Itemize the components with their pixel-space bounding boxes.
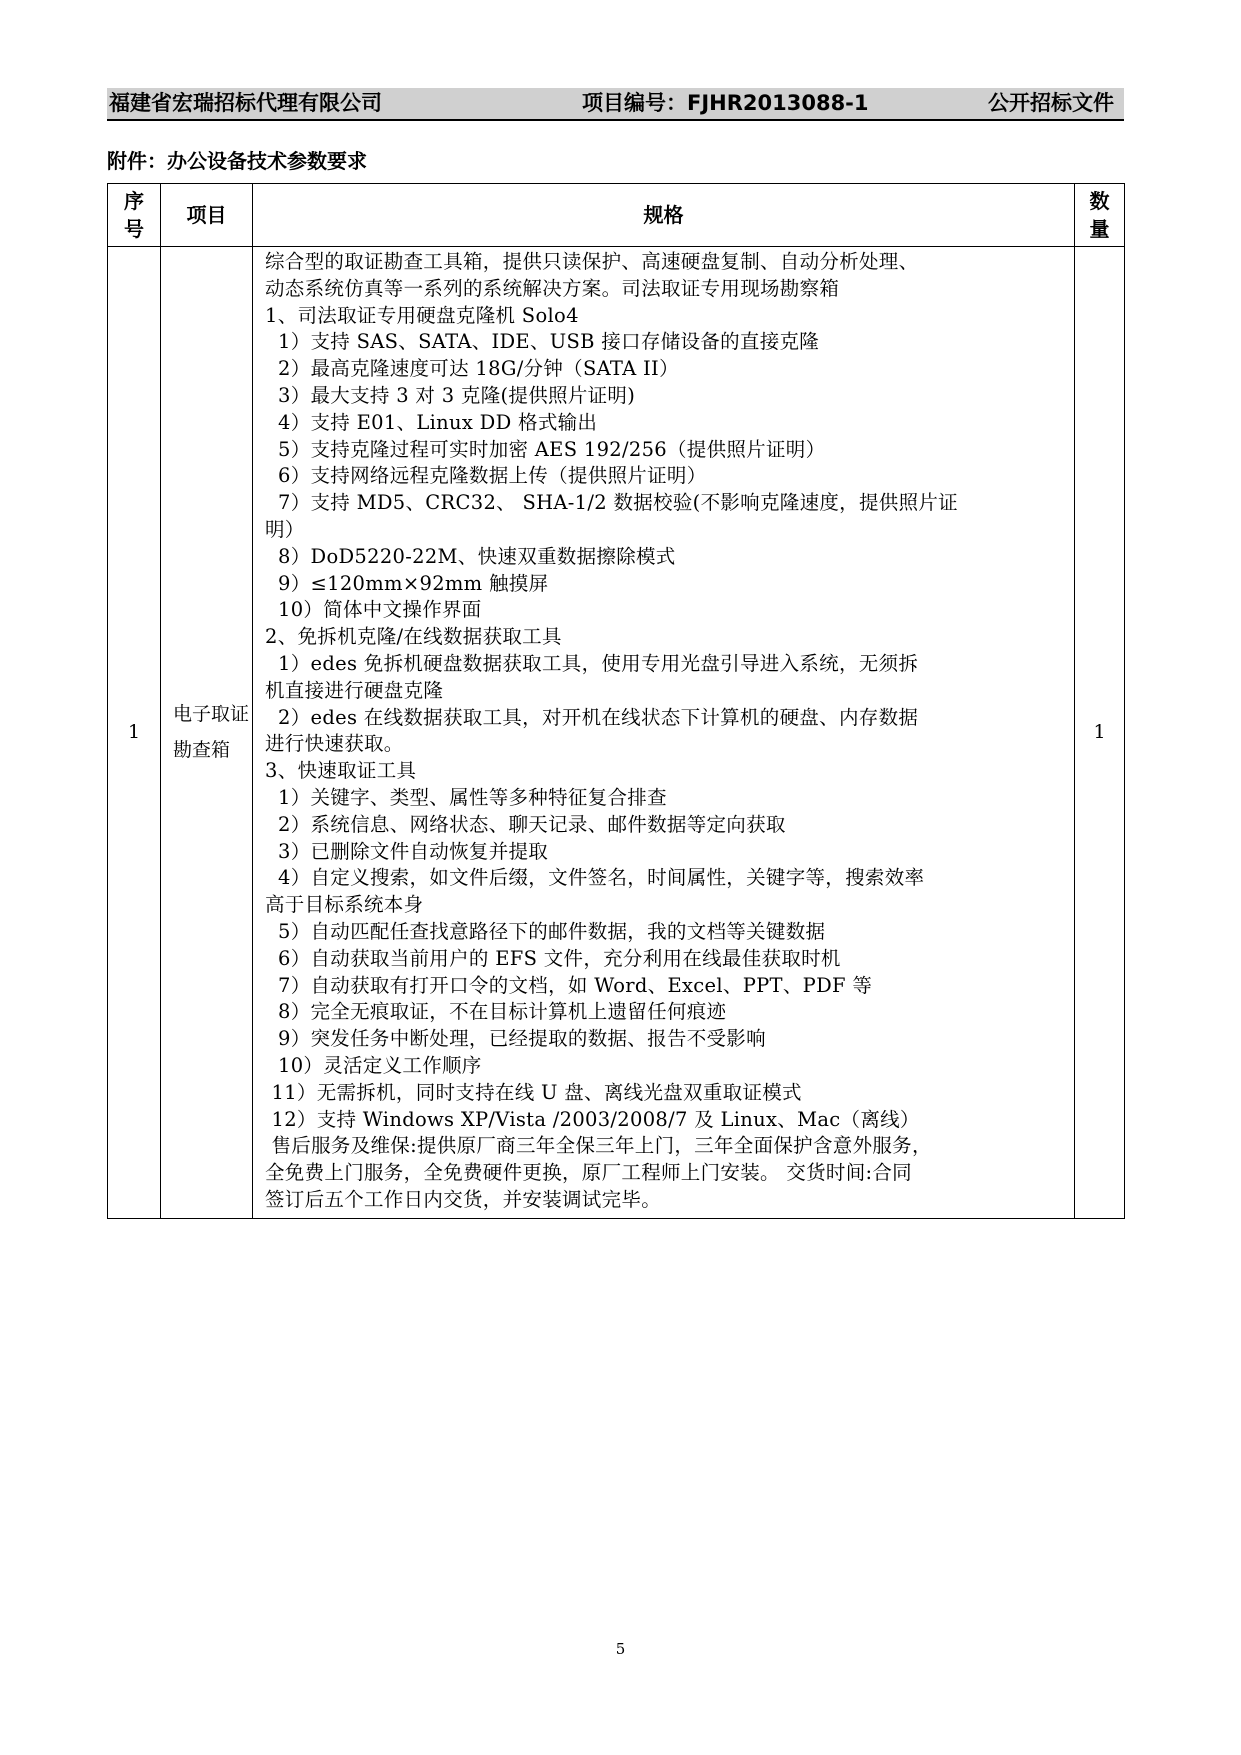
spec-line: 签订后五个工作日内交货，并安装调试完毕。 [265,1187,662,1211]
spec-line: 1）edes 免拆机硬盘数据获取工具，使用专用光盘引导进入系统，无须拆 [265,651,919,675]
table-header-row [108,184,1125,247]
spec-line: 全免费上门服务，全免费硬件更换，原厂工程师上门安装。 交货时间:合同 [265,1161,912,1185]
row-item: 电子取证勘查箱 [161,247,253,1219]
spec-line: 2）edes 在线数据获取工具，对开机在线状态下计算机的硬盘、内存数据 [265,705,919,729]
spec-line: 机直接进行硬盘克隆 [265,678,444,702]
header-item: 项目 [161,184,253,247]
spec-line: 6）自动获取当前用户的 EFS 文件，充分利用在线最佳获取时机 [265,946,841,970]
row-seq: 1 [108,247,161,1219]
spec-line: 4）支持 E01、Linux DD 格式输出 [265,410,598,434]
row-qty: 1 [1075,247,1125,1219]
spec-line: 1）关键字、类型、属性等多种特征复合排查 [265,785,667,809]
spec-line: 综合型的取证勘查工具箱，提供只读保护、高速硬盘复制、自动分析处理、 [265,250,919,273]
spec-line: 2、免拆机克隆/在线数据获取工具 [265,625,562,649]
spec-line: 售后服务及维保:提供原厂商三年全保三年上门，三年全面保护含意外服务， [265,1134,932,1158]
spec-lines [265,249,1068,1214]
page-header [107,88,1124,121]
spec-line: 8）完全无痕取证，不在目标计算机上遗留任何痕迹 [265,1000,727,1024]
header-company: 福建省宏瑞招标代理有限公司 [109,91,382,115]
spec-line: 进行快速获取。 [265,732,404,756]
spec-line: 10）灵活定义工作顺序 [265,1053,482,1077]
header-seq: 序号 [108,184,161,247]
spec-line: 1、司法取证专用硬盘克隆机 Solo4 [265,303,579,327]
spec-line: 1）支持 SAS、SATA、IDE、USB 接口存储设备的直接克隆 [265,330,820,354]
spec-line: 4）自定义搜索，如文件后缀，文件签名，时间属性，关键字等，搜索效率 [265,866,925,890]
spec-line: 10）简体中文操作界面 [265,598,482,622]
header-qty: 数量 [1075,184,1125,247]
spec-line: 2）最高克隆速度可达 18G/分钟（SATA II） [265,357,679,381]
spec-line: 2）系统信息、网络状态、聊天记录、邮件数据等定向获取 [265,812,786,836]
spec-line: 动态系统仿真等一系列的系统解决方案。司法取证专用现场勘察箱 [265,276,840,300]
header-document-type: 公开招标文件 [988,91,1114,115]
spec-line: 8）DoD5220-22M、快速双重数据擦除模式 [265,544,676,568]
spec-line: 9）≤120mm×92mm 触摸屏 [265,571,549,595]
header-project-number: 项目编号：FJHR2013088-1 [582,91,869,115]
spec-line: 12）支持 Windows XP/Vista /2003/2008/7 及 Linux、Mac（离线） [265,1107,920,1131]
row-spec [253,247,1075,1219]
page-number: 5 [615,1640,626,1658]
spec-line: 明） [265,517,305,541]
spec-line: 7）支持 MD5、CRC32、 SHA-1/2 数据校验(不影响克隆速度，提供照片证 [265,491,958,515]
spec-line: 高于目标系统本身 [265,893,424,917]
spec-line: 5）自动匹配任查找意路径下的邮件数据，我的文档等关键数据 [265,919,826,943]
spec-line: 9）突发任务中断处理，已经提取的数据、报告不受影响 [265,1027,766,1051]
spec-line: 3）已删除文件自动恢复并提取 [265,839,549,863]
table-row [108,247,1125,1219]
spec-line: 3）最大支持 3 对 3 克隆(提供照片证明) [265,383,636,407]
header-spec: 规格 [253,184,1075,247]
spec-line: 7）自动获取有打开口令的文档，如 Word、Excel、PPT、PDF 等 [265,973,873,997]
spec-line: 6）支持网络远程克隆数据上传（提供照片证明） [265,464,707,488]
spec-line: 5）支持克隆过程可实时加密 AES 192/256（提供照片证明） [265,437,826,461]
attachment-title: 附件：办公设备技术参数要求 [107,149,367,173]
spec-table [107,183,1125,1219]
spec-line: 3、快速取证工具 [265,759,417,783]
spec-line: 11）无需拆机，同时支持在线 U 盘、离线光盘双重取证模式 [265,1080,802,1104]
